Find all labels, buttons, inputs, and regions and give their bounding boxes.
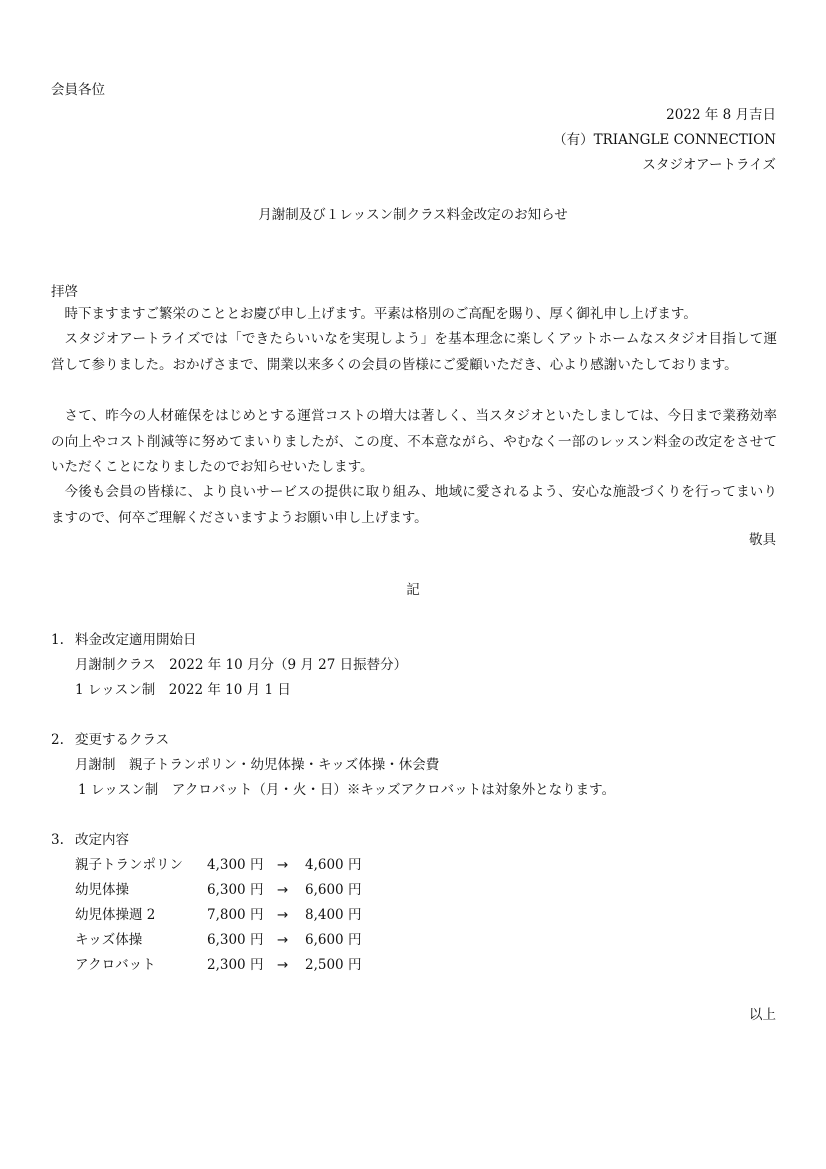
closing-keigu: 敬具 — [749, 532, 776, 548]
right-arrow-icon: → — [277, 882, 289, 898]
fee-new-price: 6,600 円 — [305, 932, 362, 948]
section-3-title: 改定内容 — [75, 832, 129, 848]
closing-ijou: 以上 — [749, 1007, 776, 1023]
fee-old-price: 6,300 円 — [207, 882, 264, 898]
fee-class-name: 親子トランポリン — [75, 857, 183, 873]
addressee: 会員各位 — [51, 82, 105, 98]
fee-class-name: アクロバット — [75, 957, 156, 973]
section-2-line-1: 月謝制 親子トランポリン・幼児体操・キッズ体操・休会費 — [75, 757, 440, 773]
fee-old-price: 2,300 円 — [207, 957, 264, 973]
fee-new-price: 6,600 円 — [305, 882, 362, 898]
section-2-number: 2. — [51, 732, 64, 748]
fee-class-name: 幼児体操週 2 — [75, 907, 156, 923]
section-1-title: 料金改定適用開始日 — [75, 632, 197, 648]
right-arrow-icon: → — [277, 957, 289, 973]
ki-heading: 記 — [406, 582, 420, 598]
right-arrow-icon: → — [277, 932, 289, 948]
fee-new-price: 8,400 円 — [305, 907, 362, 923]
section-1-number: 1. — [51, 632, 64, 648]
section-2-title: 変更するクラス — [75, 732, 170, 748]
document-title: 月謝制及び１レッスン制クラス料金改定のお知らせ — [258, 207, 568, 223]
document-date: 2022 年 8 月吉日 — [666, 107, 776, 123]
body-paragraph-1: 時下ますますご繁栄のこととお慶び申し上げます。平素は格別のご高配を賜り、厚く御礼申し上げます。 — [64, 306, 697, 322]
fee-class-name: 幼児体操 — [75, 882, 129, 898]
section-3-number: 3. — [51, 832, 64, 848]
salutation: 拝啓 — [51, 284, 78, 300]
body-paragraph-4: 今後も会員の皆様に、より良いサービスの提供に取り組み、地域に愛されるよう、安心な施設づくりを行ってまいりますので、何卒ご理解くださいますようお願い申し上げます。 — [51, 484, 777, 526]
company-name: （有）TRIANGLE CONNECTION — [553, 132, 776, 148]
body-paragraph-2: スタジオアートライズでは「できたらいいなを実現しよう」を基本理念に楽しくアットホームなスタジオ目指して運営して参りました。おかげさまで、開業以来多くの会員の皆様にご愛顧いただき、心より感謝いたしております。 — [51, 331, 777, 373]
fee-old-price: 6,300 円 — [207, 932, 264, 948]
body-paragraph-3: さて、昨今の人材確保をはじめとする運営コストの増大は著しく、当スタジオといたしましては、今日まで業務効率の向上やコスト削減等に努めてまいりましたが、この度、不本意ながら、やむなく一部のレッスン料金の改定をさせていただくことになりましたのでお知らせいたします。 — [51, 408, 777, 475]
fee-old-price: 4,300 円 — [207, 857, 264, 873]
fee-old-price: 7,800 円 — [207, 907, 264, 923]
right-arrow-icon: → — [277, 857, 289, 873]
section-1-line-1: 月謝制クラス 2022 年 10 月分（9 月 27 日振替分） — [75, 657, 408, 673]
section-1-line-2: 1 レッスン制 2022 年 10 月 1 日 — [75, 682, 291, 698]
fee-new-price: 4,600 円 — [305, 857, 362, 873]
fee-class-name: キッズ体操 — [75, 932, 143, 948]
studio-name: スタジオアートライズ — [642, 157, 776, 173]
section-2-line-2: 1 レッスン制 アクロバット（月・火・日）※キッズアクロバットは対象外となります。 — [78, 782, 616, 798]
fee-new-price: 2,500 円 — [305, 957, 362, 973]
right-arrow-icon: → — [277, 907, 289, 923]
